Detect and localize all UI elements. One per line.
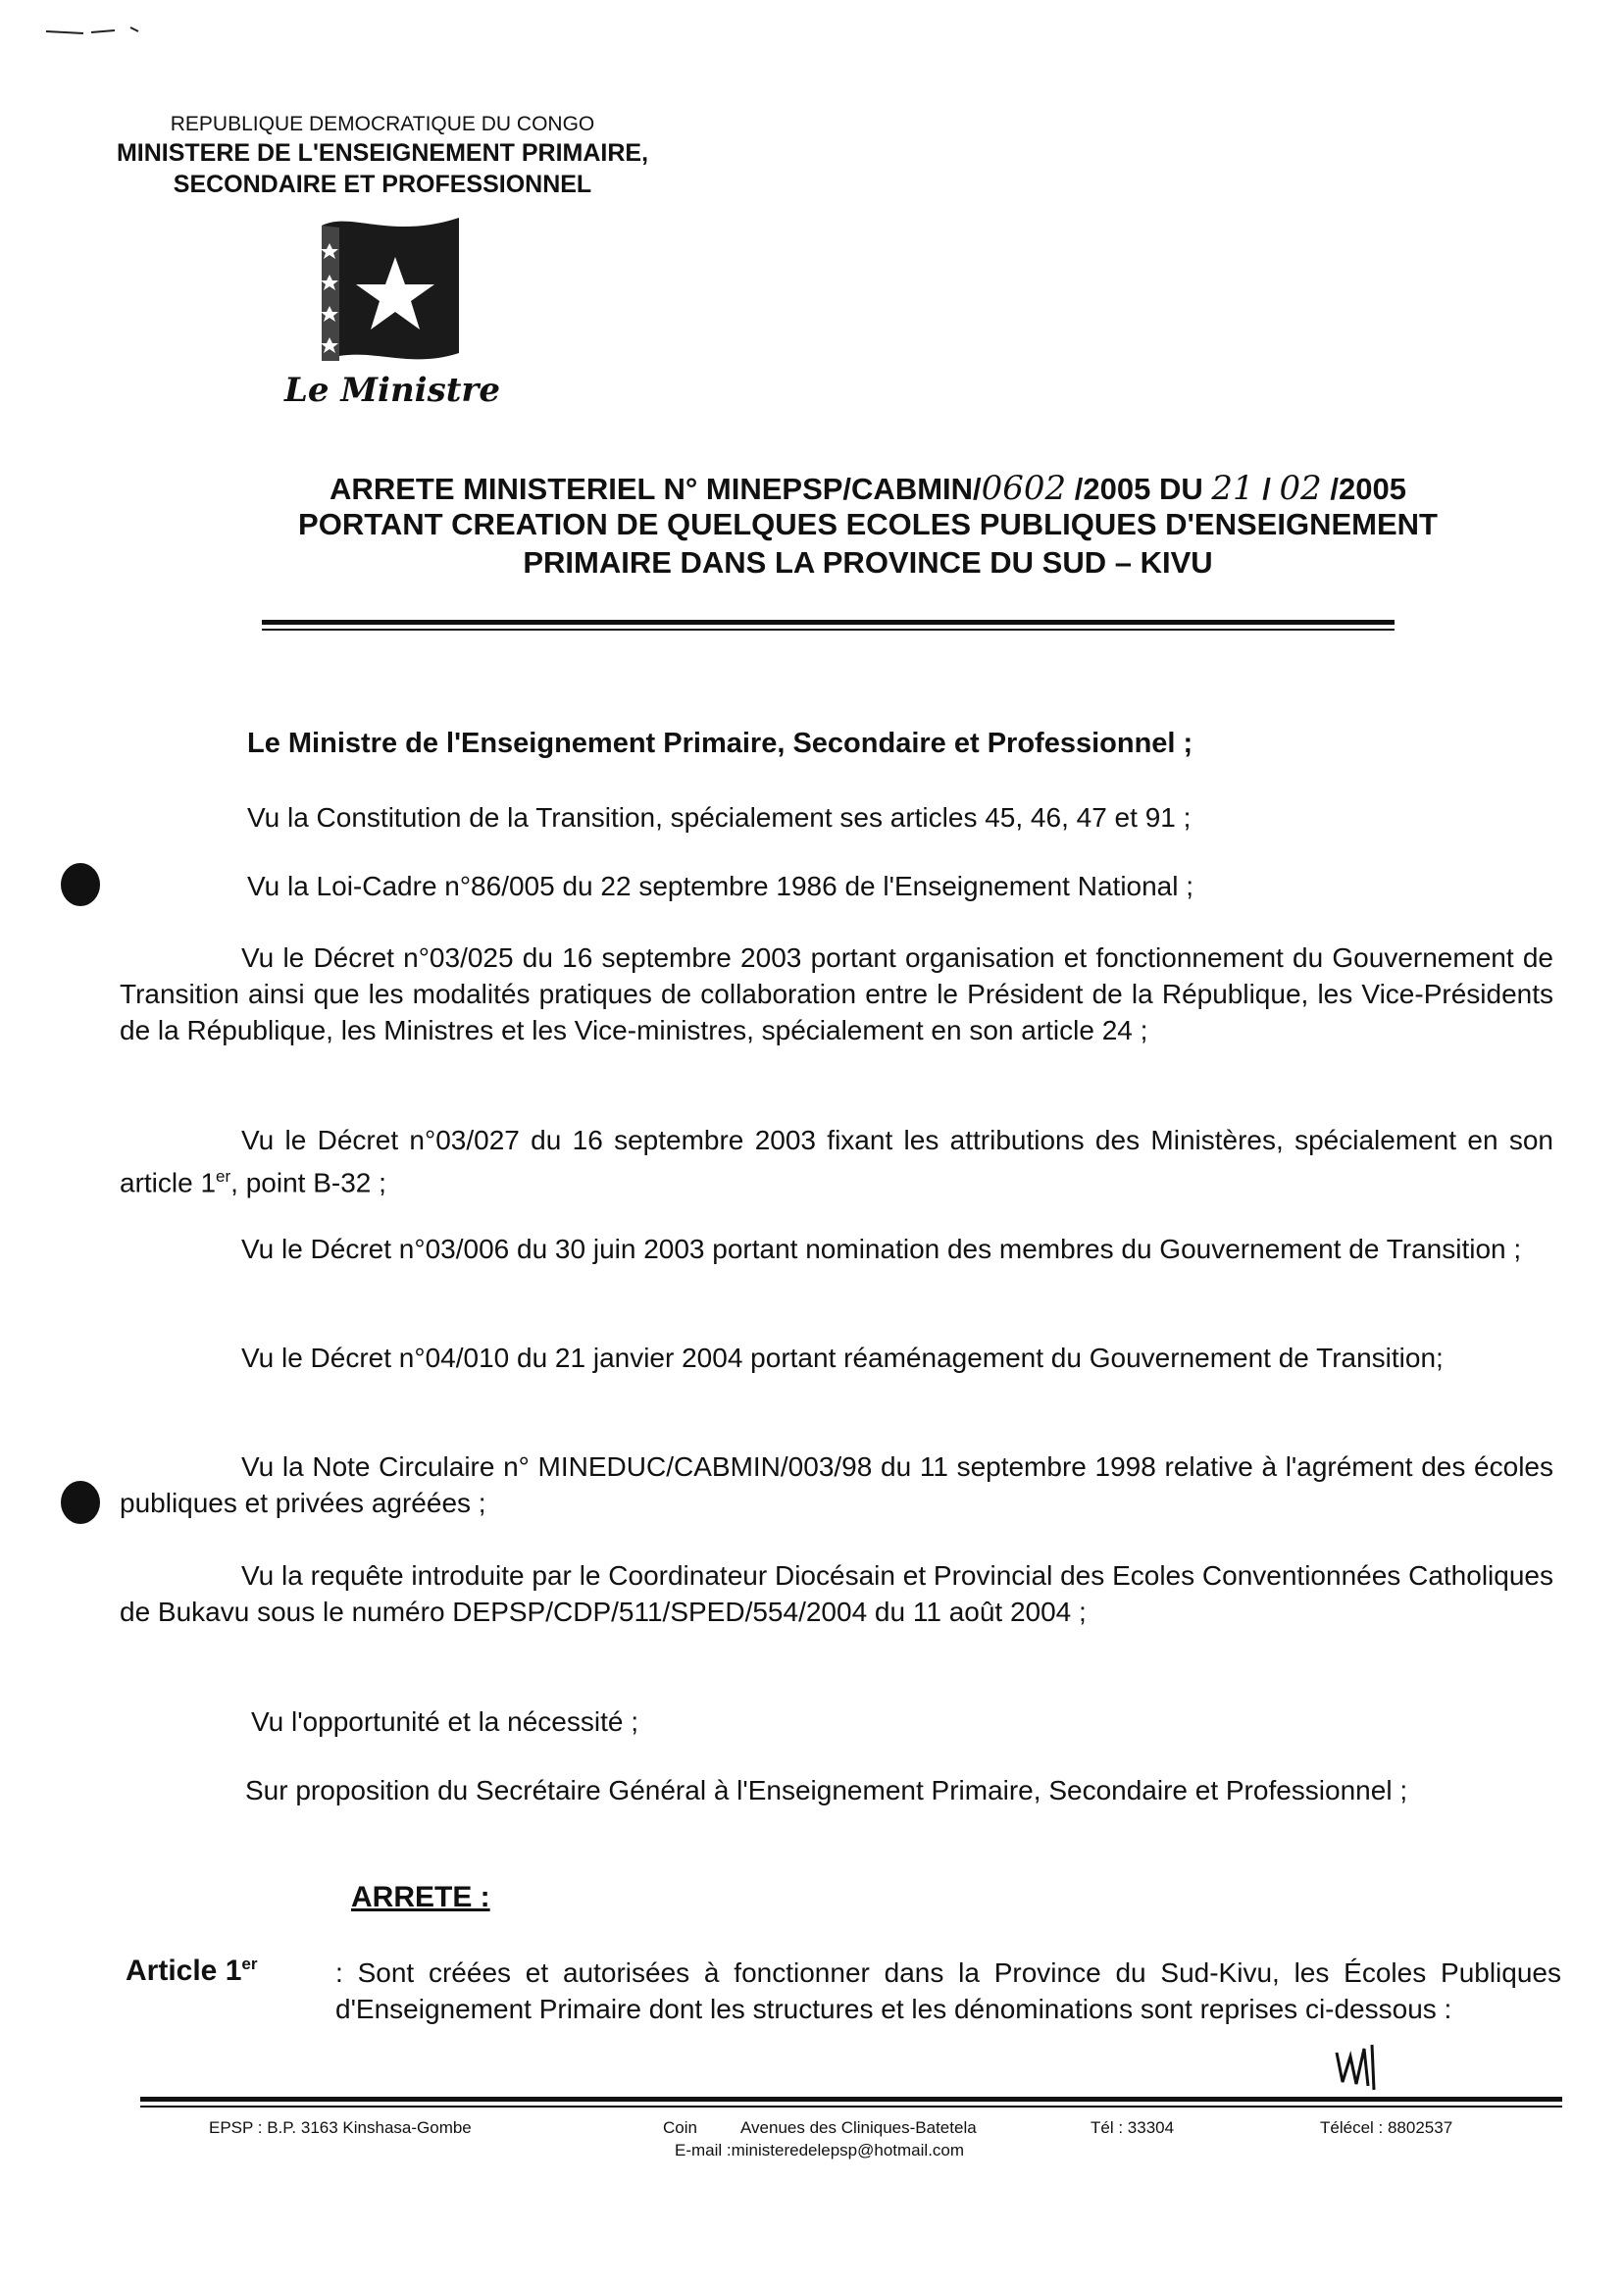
vu-decret-03-027 <box>120 1122 1553 1200</box>
minister-signature-title: Le Ministre <box>284 371 500 410</box>
punch-hole-mark <box>61 863 100 906</box>
vu-note-circulaire: Vu la Note Circulaire n° MINEDUC/CABMIN/003/98 du 11 septembre 1998 relative à l'agrément des écoles publiques et privées agréées ; <box>120 1451 1553 1518</box>
vu-loi-cadre: Vu la Loi-Cadre n°86/005 du 22 septembre 1986 de l'Enseignement National ; <box>247 871 1194 901</box>
arrete-heading: ARRETE : <box>351 1881 490 1913</box>
decree-title-line3: PRIMAIRE DANS LA PROVINCE DU SUD – KIVU <box>523 545 1213 580</box>
footer-address: EPSP : B.P. 3163 Kinshasa-Gombe <box>209 2118 472 2137</box>
flag-star-emblem-icon <box>312 206 469 382</box>
decree-title-line1 <box>196 469 1540 508</box>
vu-constitution: Vu la Constitution de la Transition, spécialement ses articles 45, 46, 47 et 91 ; <box>247 802 1192 833</box>
vu-requete: Vu la requête introduite par le Coordinateur Diocésain et Provincial des Ecoles Conventionnées Catholiques de Bukavu sous le numéro DEPSP/CDP/511/SPED/554/2004 du 11 août 2004 ; <box>120 1560 1553 1627</box>
vu-decret-03-006: Vu le Décret n°03/006 du 30 juin 2003 portant nomination des membres du Gouvernement de Transition ; <box>241 1234 1522 1264</box>
ministry-name-line1: MINISTERE DE L'ENSEIGNEMENT PRIMAIRE, <box>116 139 649 167</box>
initials-mark-decoration <box>1329 2035 1388 2094</box>
vu-decret-03-027-sup: er <box>216 1167 231 1186</box>
article-1-label <box>126 1955 257 1988</box>
ministry-name-line2: SECONDAIRE ET PROFESSIONNEL <box>173 171 592 198</box>
punch-hole-mark <box>61 1481 100 1524</box>
vu-decret-03-027-end: , point B-32 ; <box>230 1167 386 1198</box>
footer-avenues: Avenues des Cliniques-Batetela <box>740 2118 977 2137</box>
vu-opportunite: Vu l'opportunité et la nécessité ; <box>251 1706 638 1737</box>
date-year: /2005 <box>1321 472 1406 506</box>
decree-title-line2: PORTANT CREATION DE QUELQUES ECOLES PUBLIQUES D'ENSEIGNEMENT <box>298 507 1438 541</box>
vu-decret-03-025: Vu le Décret n°03/025 du 16 septembre 2003 portant organisation et fonctionnement du Gouvernement de Transition ainsi que les modalités pratiques de collaboration entre le Président de la République, les Vice-Présidents de la République, les Ministres et les Vice-ministres, spécialement en son article 24 ; <box>120 942 1553 1045</box>
date-separator: / <box>1253 472 1280 506</box>
footer-email: E-mail :ministeredelepsp@hotmail.com <box>675 2141 965 2159</box>
title-rule-thick <box>262 620 1395 625</box>
footer-coin: Coin <box>663 2118 697 2137</box>
republic-name: REPUBLIQUE DEMOCRATIQUE DU CONGO <box>170 113 595 135</box>
footer-rule-thick <box>140 2097 1562 2102</box>
scan-mark-decoration <box>44 20 152 39</box>
footer-telecel: Télécel : 8802537 <box>1320 2118 1453 2137</box>
handwritten-day: 21 <box>1211 469 1254 508</box>
intro-statement: Le Ministre de l'Enseignement Primaire, Secondaire et Professionnel ; <box>247 728 1193 759</box>
handwritten-decree-number: 0602 <box>981 469 1067 508</box>
title-rule-thin <box>262 629 1395 631</box>
sur-proposition: Sur proposition du Secrétaire Général à l'Enseignement Primaire, Secondaire et Professionnel ; <box>245 1775 1408 1805</box>
footer-tel: Tél : 33304 <box>1091 2118 1175 2137</box>
footer-rule-thin <box>140 2106 1562 2108</box>
article-1-sup: er <box>241 1955 258 1973</box>
vu-decret-03-027-text: Vu le Décret n°03/027 du 16 septembre 2003 fixant les attributions des Ministères, spécialement en son article 1 <box>120 1125 1553 1198</box>
decree-number-prefix: ARRETE MINISTERIEL N° MINEPSP/CABMIN/ <box>330 472 982 506</box>
article-1-label-text: Article 1 <box>126 1955 242 1987</box>
article-1-text: : Sont créées et autorisées à fonctionner dans la Province du Sud-Kivu, les Écoles Publiques d'Enseignement Primaire dont les structures et les dénominations sont reprises ci-dessous : <box>335 1957 1561 2024</box>
decree-year-separator: /2005 DU <box>1066 472 1212 506</box>
vu-decret-04-010: Vu le Décret n°04/010 du 21 janvier 2004 portant réaménagement du Gouvernement de Transition; <box>241 1343 1444 1373</box>
handwritten-month: 02 <box>1279 469 1322 508</box>
